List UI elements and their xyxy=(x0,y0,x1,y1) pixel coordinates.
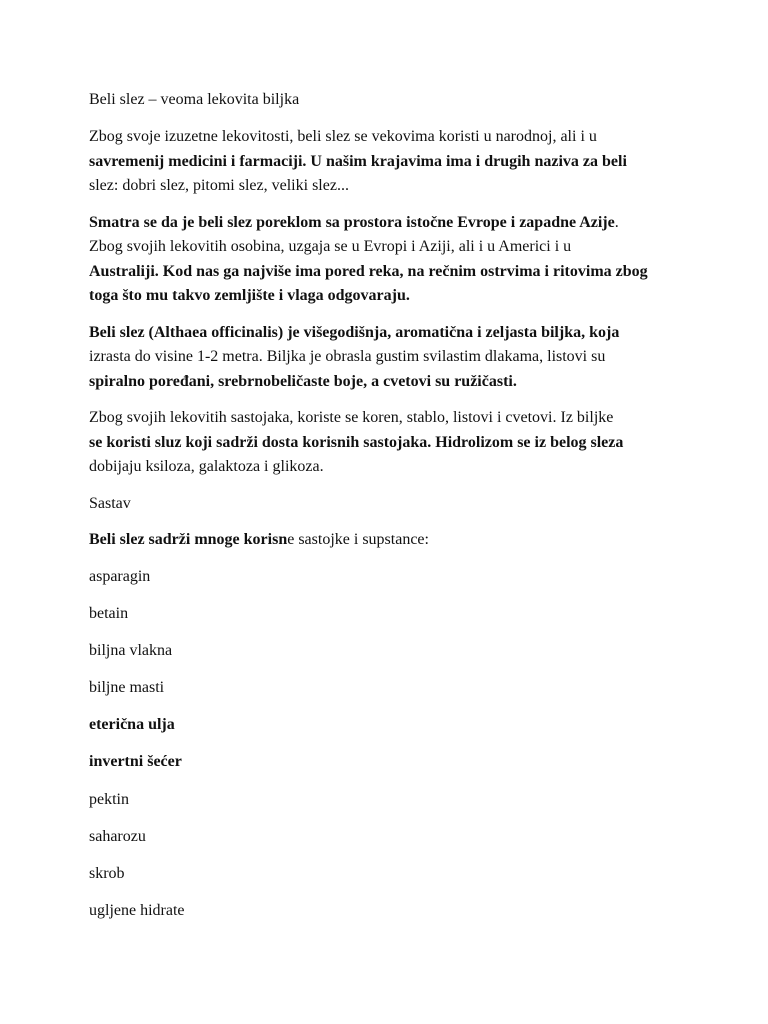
paragraph-line: spiralno poređani, srebrnobeličaste boje, a cvetovi su ružičasti. xyxy=(89,372,517,390)
list-item: pektin xyxy=(89,790,129,808)
list-intro xyxy=(89,528,689,553)
list-item: ugljene hidrate xyxy=(89,902,185,920)
paragraph-line: Zbog svoje izuzetne lekovitosti, beli slez se vekovima koristi u narodnoj, ali i u xyxy=(89,128,597,145)
paragraph-usage xyxy=(89,406,689,480)
paragraph-line xyxy=(89,211,689,236)
paragraph-line: Australiji. Kod nas ga najviše ima pored reka, na rečnim ostrvima i ritovima zbog xyxy=(89,262,648,280)
plain-text: e sastojke i supstance: xyxy=(287,531,429,548)
paragraph-intro xyxy=(89,125,689,199)
plain-text: . xyxy=(614,213,619,231)
list-item: saharozu xyxy=(89,827,146,845)
paragraph-line: dobijaju ksiloza, galaktoza i glikoza. xyxy=(89,458,324,475)
list-item: betain xyxy=(89,604,129,622)
paragraph-line: Zbog svojih lekovitih sastojaka, koriste se koren, stablo, listovi i cvetovi. Iz biljke xyxy=(89,409,614,426)
ingredient-list xyxy=(89,565,689,937)
list-item: eterična ulja xyxy=(89,716,175,734)
paragraph-origin xyxy=(89,211,689,309)
list-item: biljna vlakna xyxy=(89,641,173,659)
list-item: skrob xyxy=(89,865,125,882)
paragraph-line: slez: dobri slez, pitomi slez, veliki slez... xyxy=(89,177,349,194)
list-item: biljne masti xyxy=(89,679,165,697)
list-item: asparagin xyxy=(89,567,151,585)
paragraph-description xyxy=(89,321,689,395)
paragraph-line: Beli slez (Althaea officinalis) je višegodišnja, aromatična i zeljasta biljka, koja xyxy=(89,323,620,341)
paragraph-line: toga što mu takvo zemljište i vlaga odgovaraju. xyxy=(89,287,410,304)
document-title: Beli slez – veoma lekovita biljka xyxy=(89,91,300,108)
paragraph-line: savremenij medicini i farmaciji. U našim krajavima ima i drugih naziva za beli xyxy=(89,152,627,170)
bold-text: Smatra se da je beli slez poreklom sa prostora istočne Evrope i zapadne Azije xyxy=(89,213,615,231)
paragraph-line: izrasta do visine 1-2 metra. Biljka je obrasla gustim svilastim dlakama, listovi su xyxy=(89,348,606,365)
paragraph-line: se koristi sluz koji sadrži dosta korisnih sastojaka. Hidrolizom se iz belog sleza xyxy=(89,433,624,451)
list-item: invertni šećer xyxy=(89,753,182,771)
paragraph-line: Zbog svojih lekovitih osobina, uzgaja se u Evropi i Aziji, ali i u Americi i u xyxy=(89,238,572,255)
section-heading: Sastav xyxy=(89,494,131,512)
document-page xyxy=(89,88,689,936)
bold-text: Beli slez sadrži mnoge korisn xyxy=(89,531,288,548)
